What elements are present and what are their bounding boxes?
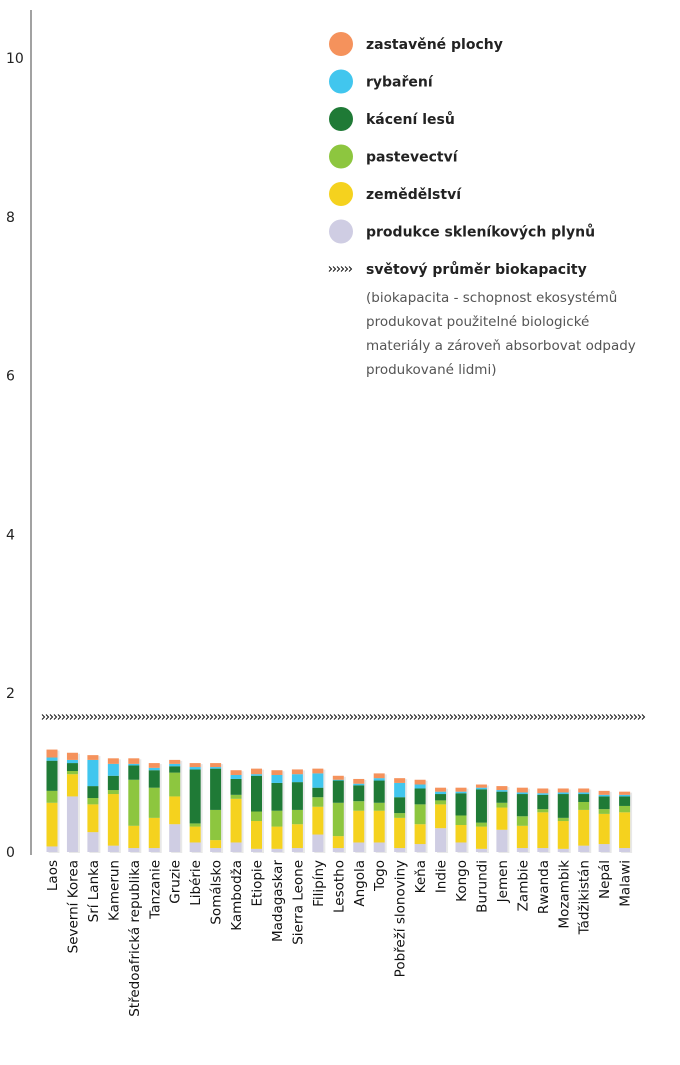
x-tick-label: Tanzanie — [147, 860, 164, 919]
bar-segment — [108, 794, 119, 846]
bar-segment — [169, 766, 180, 772]
reference-line-chevrons — [42, 715, 645, 720]
bar-segment — [210, 767, 221, 769]
bar-segment — [87, 760, 98, 786]
bar-segment — [415, 785, 426, 789]
x-tick-label: Burundi — [474, 860, 491, 913]
bar-segment — [619, 806, 630, 812]
bar-stack — [599, 791, 612, 853]
bar-segment — [312, 773, 323, 787]
bar-segment — [271, 775, 282, 783]
bar-segment — [619, 795, 630, 797]
bar-segment — [353, 811, 364, 843]
x-tick-label: Nepál — [597, 860, 614, 899]
bar-stack — [312, 769, 325, 853]
bar-segment — [599, 814, 610, 844]
bar-segment — [517, 816, 528, 826]
bar-segment — [517, 792, 528, 794]
bar-segment — [558, 792, 569, 794]
reference-line — [42, 715, 645, 720]
legend-note-line: produkované lidmi) — [366, 362, 497, 378]
bar-segment — [190, 842, 201, 852]
y-tick-label: 0 — [6, 845, 15, 861]
bar-segment — [456, 842, 467, 852]
bar-stack — [415, 780, 428, 853]
bar-segment — [456, 793, 467, 815]
bar-stack — [558, 788, 571, 853]
bar-segment — [67, 763, 78, 771]
bar-segment — [271, 849, 282, 852]
bar-segment — [251, 776, 262, 812]
bar-segment — [169, 773, 180, 797]
bar-segment — [333, 836, 344, 848]
x-tick-label: Madagaskar — [269, 860, 286, 943]
bar-segment — [435, 828, 446, 852]
bar-segment — [251, 821, 262, 849]
legend-note-line: materiály a zároveň absorbovat odpady — [366, 338, 636, 354]
bar-segment — [251, 812, 262, 822]
y-tick-label: 8 — [6, 209, 15, 226]
legend-note-line: (biokapacita - schopnost ekosystémů — [366, 290, 618, 306]
bar-stack — [496, 786, 509, 853]
legend-reference-swatch — [329, 267, 352, 272]
bar-segment — [210, 848, 221, 852]
x-tick-label: Tádžikistán — [576, 860, 593, 935]
bar-segment — [128, 826, 139, 848]
bar-segment — [231, 799, 242, 843]
x-tick-label: Mozambik — [556, 860, 573, 929]
bar-segment — [353, 784, 364, 786]
bar-segment — [435, 792, 446, 794]
bar-segment — [169, 824, 180, 852]
bar-stack — [353, 779, 366, 853]
legend-label: zemědělství — [366, 187, 461, 203]
bar-segment — [271, 770, 282, 775]
y-axis — [6, 10, 31, 861]
x-tick-label: Angola — [351, 860, 368, 907]
bar-segment — [394, 797, 405, 813]
bar-segment — [128, 758, 139, 764]
bar-segment — [128, 765, 139, 779]
x-tick-label: Gruzie — [167, 860, 184, 904]
bar-segment — [435, 804, 446, 828]
bar-segment — [394, 778, 405, 783]
bar-segment — [476, 785, 487, 788]
bar-segment — [537, 795, 548, 809]
bar-segment — [415, 788, 426, 804]
bar-segment — [476, 827, 487, 849]
x-tick-label: Jemen — [494, 860, 511, 903]
legend-swatch — [329, 145, 353, 169]
bar-segment — [394, 818, 405, 848]
bar-segment — [476, 849, 487, 852]
bar-stack — [251, 769, 264, 853]
bar-segment — [312, 788, 323, 798]
legend-note — [366, 290, 636, 378]
x-tick-label: Kongo — [454, 860, 470, 902]
bar-segment — [517, 826, 528, 848]
bar-segment — [578, 794, 589, 802]
bar-segment — [292, 782, 303, 810]
bar-segment — [67, 774, 78, 796]
bar-segment — [231, 842, 242, 852]
bar-segment — [517, 794, 528, 816]
bar-segment — [558, 794, 569, 818]
legend-label: produkce skleníkových plynů — [366, 224, 596, 241]
bar-stack — [435, 788, 448, 853]
bar-segment — [619, 848, 630, 852]
bars — [47, 750, 633, 853]
legend-swatch — [329, 70, 353, 94]
bar-segment — [415, 824, 426, 844]
bar-stack — [128, 758, 141, 853]
x-tick-label: Indie — [433, 860, 450, 894]
bar-stack — [476, 785, 489, 853]
legend-label: zastavěné plochy — [366, 37, 503, 53]
legend-label: kácení lesů — [366, 112, 455, 128]
bar-stack — [374, 773, 387, 853]
bar-segment — [558, 821, 569, 849]
y-tick-label: 6 — [6, 368, 15, 385]
bar-segment — [578, 846, 589, 852]
bar-segment — [190, 827, 201, 843]
bar-segment — [47, 791, 58, 803]
bar-segment — [496, 790, 507, 792]
bar-stack — [210, 763, 223, 853]
bar-stack — [537, 788, 550, 853]
bar-segment — [353, 801, 364, 811]
bar-segment — [108, 764, 119, 776]
bar-stack — [47, 750, 60, 853]
x-tick-labels — [45, 860, 634, 1017]
bar-segment — [312, 835, 323, 852]
bar-segment — [394, 848, 405, 852]
bar-segment — [456, 792, 467, 794]
bar-segment — [619, 792, 630, 795]
bar-segment — [251, 774, 262, 776]
bar-segment — [333, 780, 344, 781]
bar-segment — [169, 796, 180, 824]
bar-segment — [435, 788, 446, 792]
bar-segment — [292, 848, 303, 852]
bar-segment — [312, 797, 323, 807]
bar-segment — [47, 761, 58, 791]
bar-segment — [87, 755, 98, 760]
bar-segment — [496, 803, 507, 808]
bar-segment — [87, 832, 98, 852]
bar-segment — [271, 827, 282, 849]
bar-segment — [231, 779, 242, 795]
bar-segment — [108, 790, 119, 794]
bar-segment — [108, 846, 119, 852]
bar-segment — [374, 811, 385, 843]
bar-segment — [374, 781, 385, 803]
bar-segment — [537, 812, 548, 848]
bar-segment — [415, 844, 426, 852]
bar-stack — [67, 753, 80, 853]
bar-stack — [292, 769, 305, 853]
legend-swatch — [329, 32, 353, 56]
bar-stack — [169, 760, 182, 853]
bar-segment — [210, 840, 221, 848]
legend — [329, 32, 636, 378]
bar-segment — [251, 849, 262, 852]
x-tick-label: Etiopie — [249, 860, 266, 907]
bar-segment — [149, 763, 160, 768]
bar-segment — [578, 802, 589, 810]
bar-stack — [619, 792, 632, 853]
bar-segment — [210, 769, 221, 810]
bar-segment — [333, 848, 344, 852]
bar-segment — [108, 758, 119, 764]
x-tick-label: Středoafrická republika — [126, 860, 143, 1017]
bar-segment — [456, 788, 467, 792]
legend-note-line: produkovat použitelné biologické — [366, 314, 590, 330]
bar-segment — [47, 846, 58, 852]
bar-segment — [333, 781, 344, 803]
bar-segment — [87, 804, 98, 832]
x-tick-label: Kambodža — [229, 860, 246, 931]
x-tick-label: Somálsko — [208, 860, 225, 925]
bar-stack — [456, 788, 469, 853]
bar-segment — [292, 774, 303, 782]
x-tick-label: Togo — [372, 860, 389, 892]
bar-segment — [476, 789, 487, 822]
bar-segment — [190, 823, 201, 826]
x-tick-label: Filipíny — [310, 860, 327, 907]
bar-segment — [47, 758, 58, 761]
bar-segment — [537, 809, 548, 812]
bar-stack — [108, 758, 121, 853]
legend-label: rybaření — [366, 74, 433, 91]
bar-segment — [537, 793, 548, 795]
bar-segment — [333, 776, 344, 780]
bar-stack — [87, 755, 100, 853]
y-tick-label: 2 — [6, 686, 15, 703]
bar-segment — [599, 795, 610, 797]
bar-segment — [67, 753, 78, 760]
bar-stack — [517, 788, 530, 853]
bar-segment — [231, 770, 242, 775]
bar-segment — [353, 785, 364, 801]
bar-segment — [476, 823, 487, 827]
bar-segment — [312, 769, 323, 774]
x-tick-label: Pobřeží slonoviny — [392, 860, 409, 978]
bar-segment — [128, 848, 139, 852]
bar-segment — [292, 824, 303, 848]
bar-stack — [333, 776, 346, 853]
x-tick-label: Sierra Leone — [290, 860, 307, 945]
bar-segment — [415, 804, 426, 824]
bar-segment — [456, 815, 467, 825]
bar-segment — [496, 786, 507, 790]
bar-segment — [496, 792, 507, 803]
bar-segment — [128, 780, 139, 826]
bar-stack — [271, 770, 284, 853]
bar-segment — [149, 770, 160, 787]
bar-stack — [578, 788, 591, 853]
x-tick-label: Rwanda — [535, 860, 552, 915]
x-tick-label: Srí Lanka — [85, 860, 102, 923]
x-tick-label: Zambie — [515, 860, 532, 912]
bar-segment — [149, 788, 160, 818]
x-tick-label: Libérie — [188, 860, 205, 906]
bar-segment — [292, 769, 303, 774]
bar-segment — [599, 809, 610, 814]
legend-swatch — [329, 182, 353, 206]
x-tick-label: Laos — [45, 860, 61, 892]
bar-segment — [558, 849, 569, 852]
bar-segment — [496, 808, 507, 830]
legend-label: pastevectví — [366, 149, 458, 166]
bar-segment — [496, 830, 507, 852]
y-tick-label: 10 — [6, 51, 24, 67]
bar-segment — [210, 810, 221, 840]
bar-segment — [231, 795, 242, 799]
bar-segment — [149, 768, 160, 770]
bar-segment — [353, 842, 364, 852]
x-tick-label: Malawi — [617, 860, 634, 907]
bar-segment — [619, 812, 630, 848]
bar-segment — [394, 813, 405, 818]
bar-segment — [108, 776, 119, 790]
bar-segment — [394, 783, 405, 797]
bar-segment — [578, 788, 589, 792]
bar-segment — [169, 764, 180, 766]
bar-segment — [47, 803, 58, 847]
bar-segment — [537, 848, 548, 852]
bar-segment — [190, 767, 201, 769]
bar-segment — [271, 811, 282, 827]
bar-segment — [599, 844, 610, 852]
bar-segment — [599, 791, 610, 795]
x-tick-label: Keňa — [413, 860, 430, 894]
bar-segment — [190, 769, 201, 823]
bar-segment — [558, 788, 569, 792]
legend-swatch — [329, 107, 353, 131]
bar-segment — [374, 778, 385, 780]
x-tick-label: Kamerun — [106, 860, 123, 922]
bar-segment — [67, 771, 78, 774]
bar-segment — [231, 775, 242, 779]
bar-segment — [435, 800, 446, 804]
bar-segment — [333, 803, 344, 836]
bar-segment — [47, 750, 58, 758]
bar-segment — [353, 779, 364, 784]
bar-segment — [210, 763, 221, 767]
bar-segment — [456, 825, 467, 842]
bar-segment — [517, 788, 528, 793]
x-tick-label: Severní Korea — [65, 860, 82, 954]
y-tick-label: 4 — [6, 527, 15, 544]
bar-segment — [271, 783, 282, 811]
bar-segment — [374, 842, 385, 852]
bar-stack — [394, 778, 407, 853]
bar-segment — [67, 796, 78, 852]
bar-segment — [169, 760, 180, 764]
bar-segment — [558, 818, 569, 821]
bar-segment — [415, 780, 426, 785]
bar-stack — [231, 770, 244, 853]
bar-segment — [149, 848, 160, 852]
bar-segment — [619, 796, 630, 806]
bar-segment — [87, 786, 98, 798]
bar-segment — [537, 788, 548, 793]
bar-segment — [517, 848, 528, 852]
bar-segment — [312, 807, 323, 835]
legend-reference-label: světový průměr biokapacity — [366, 262, 587, 278]
bar-segment — [578, 810, 589, 846]
x-tick-label: Lesotho — [331, 860, 348, 913]
bar-segment — [578, 792, 589, 794]
bar-segment — [292, 810, 303, 824]
bar-segment — [374, 803, 385, 811]
bar-stack — [149, 763, 162, 853]
bar-segment — [599, 796, 610, 809]
bar-segment — [190, 763, 201, 767]
bar-segment — [87, 798, 98, 804]
bar-segment — [67, 760, 78, 763]
bar-segment — [251, 769, 262, 775]
legend-swatch — [329, 220, 353, 244]
bar-segment — [435, 794, 446, 800]
bar-stack — [190, 763, 203, 853]
bar-segment — [476, 788, 487, 790]
bar-segment — [149, 818, 160, 848]
bar-segment — [128, 764, 139, 766]
bar-segment — [374, 773, 385, 778]
